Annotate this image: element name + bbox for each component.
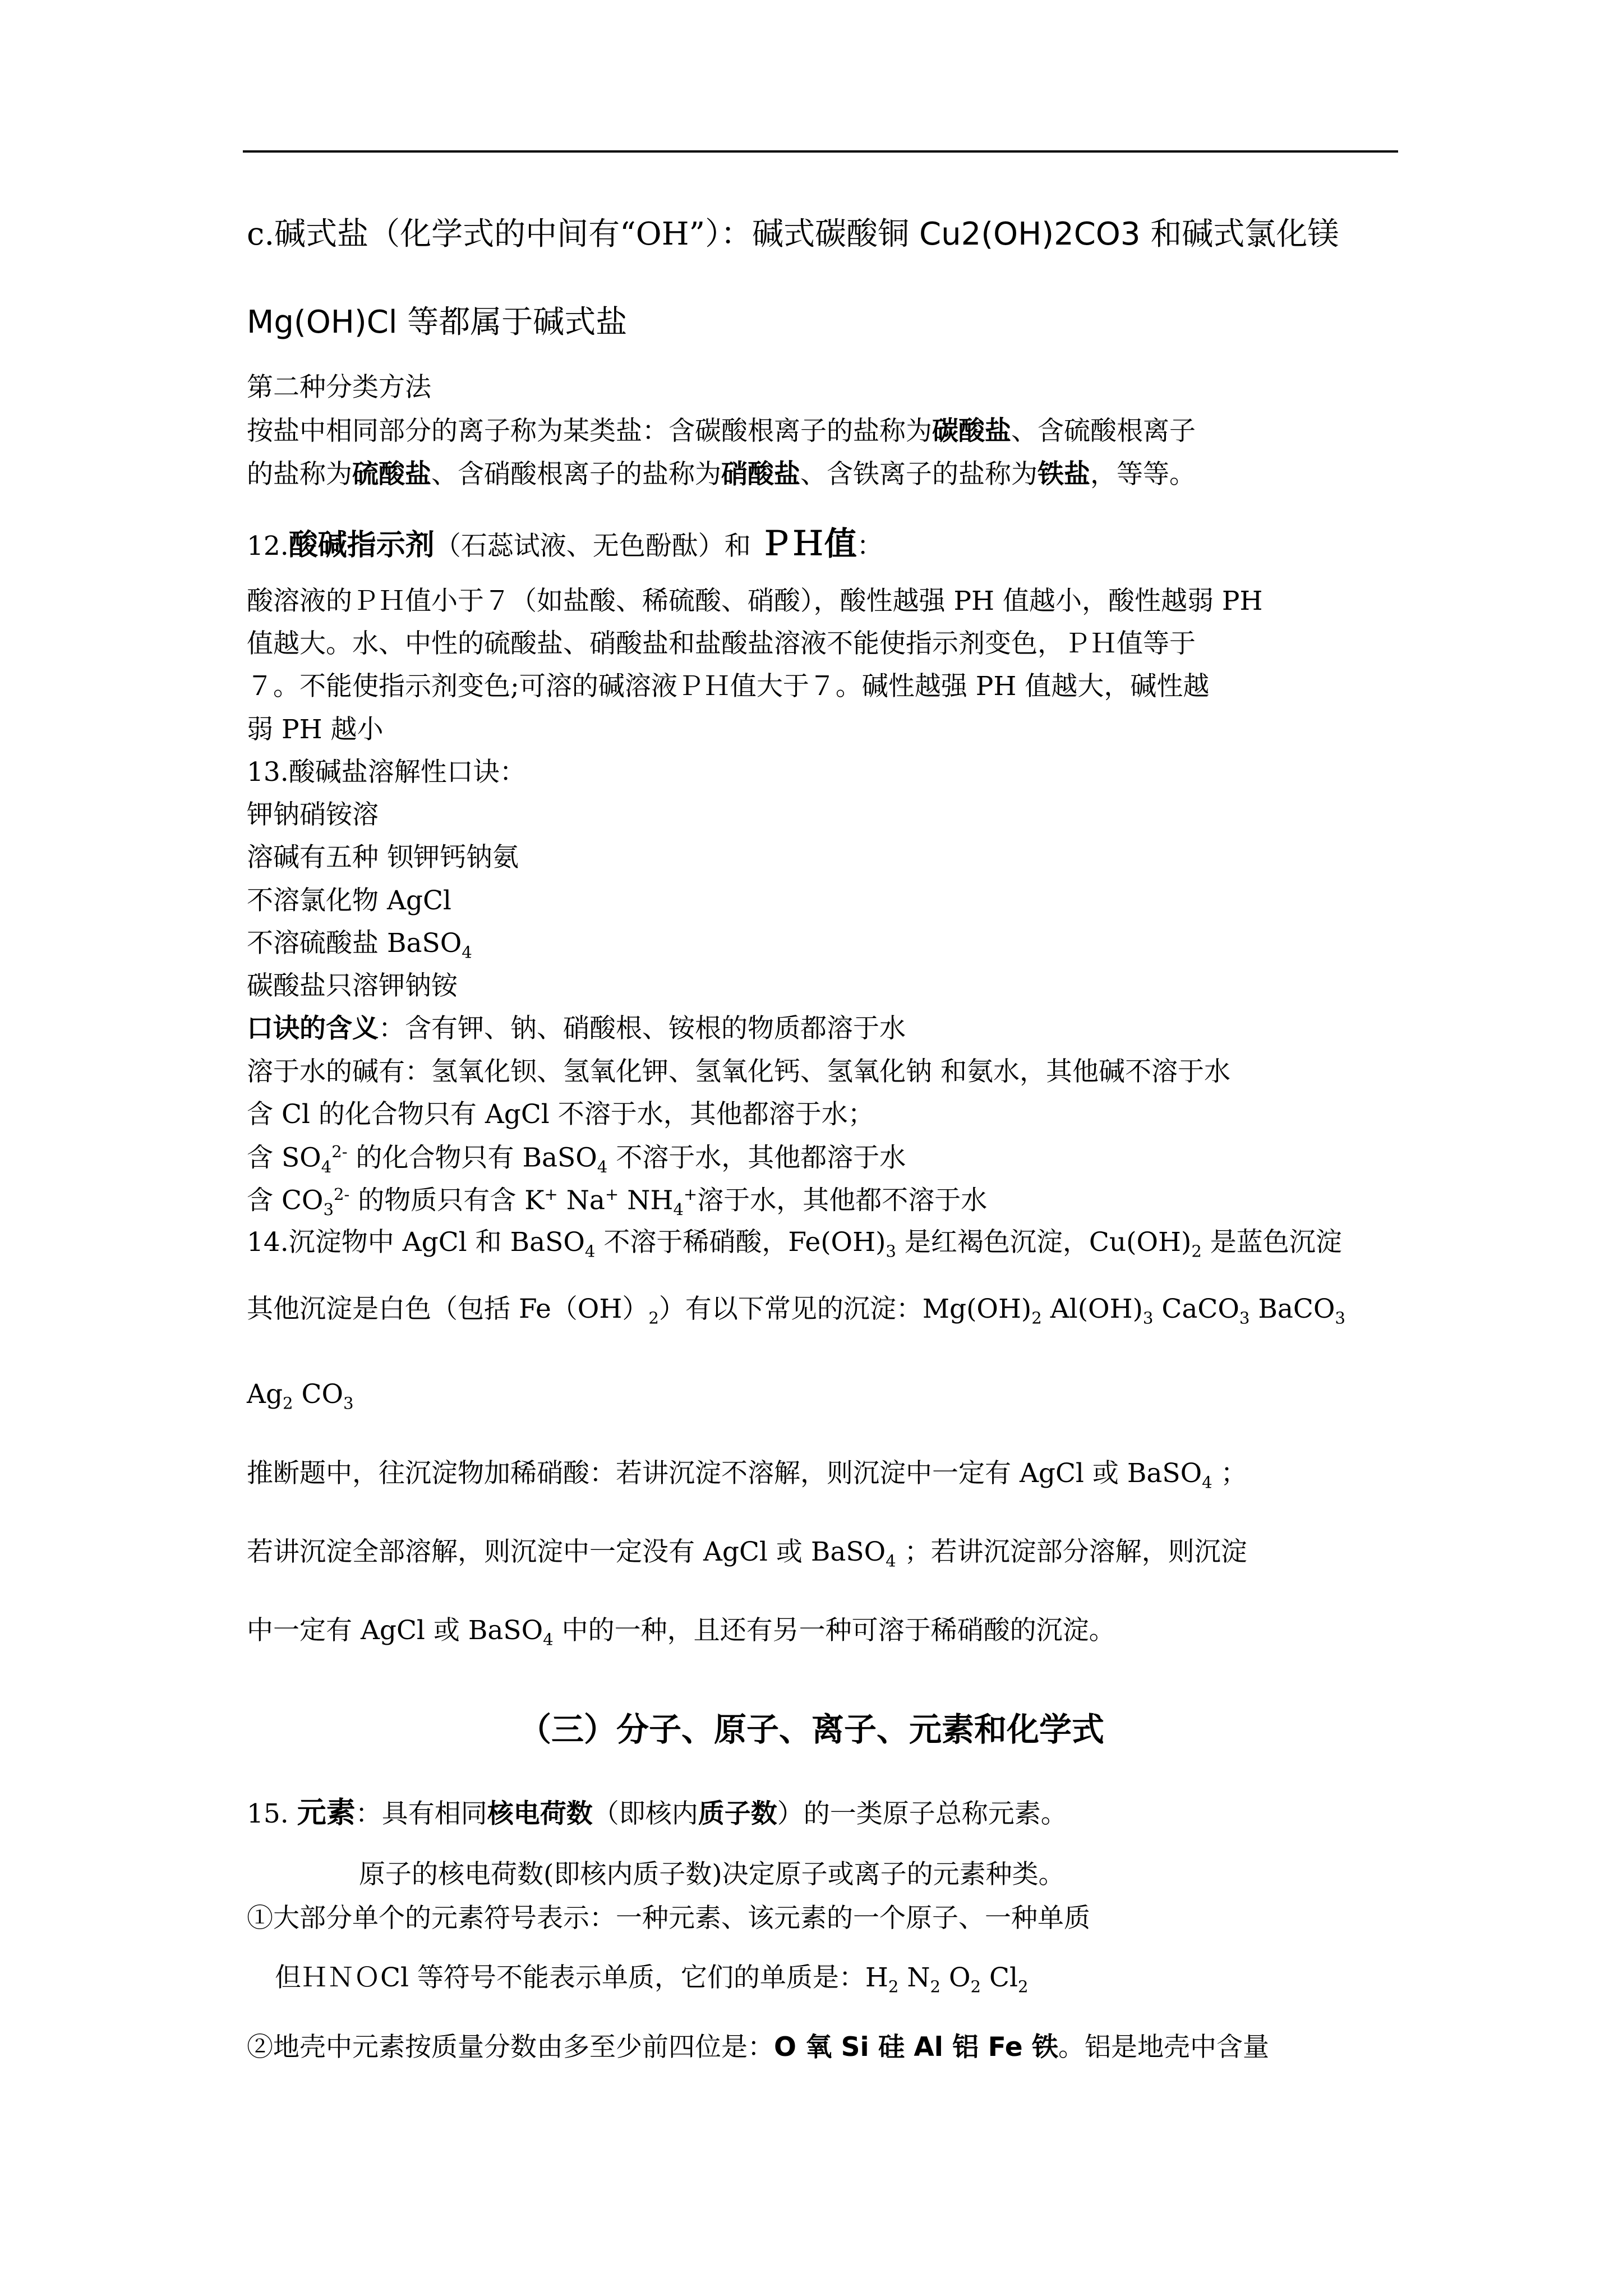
text-run: ②地壳中元素按质量分数由多至少前四位是：	[247, 2032, 774, 2063]
text-run: BaCO	[1249, 1294, 1335, 1324]
subscript: 2	[1191, 1241, 1202, 1261]
subscript: 4	[584, 1241, 596, 1261]
text-line: 溶于水的碱有：氢氧化钡、氢氧化钾、氢氧化钙、氢氧化钠 和氨水，其他碱不溶于水	[247, 1056, 1230, 1087]
text-run: 中一定有 AgCl 或 BaSO	[247, 1615, 543, 1646]
text-line	[247, 1617, 1115, 1648]
section-title	[247, 524, 883, 563]
text-line: ７。不能使指示剂变色;可溶的碱溶液ＰＨ值大于７。碱性越强 PH 值越大，碱性越	[247, 671, 1210, 702]
text-run: ；若讲沉淀部分溶解，则沉淀	[896, 1536, 1247, 1567]
text-line	[247, 1536, 1247, 1571]
subscript: 3	[343, 1393, 354, 1413]
text-line: 溶碱有五种 钡钾钙钠氨	[247, 842, 519, 873]
text-run: 含 CO	[247, 1185, 324, 1216]
text-line: 酸溶液的ＰＨ值小于７（如盐酸、稀硫酸、硝酸），酸性越强 PH 值越小，酸性越弱 PH	[247, 586, 1263, 616]
text-line: 原子的核电荷数(即核内质子数)决定原子或离子的元素种类。	[359, 1859, 1065, 1890]
text-run: 不溶硫酸盐 BaSO	[247, 928, 462, 959]
subscript: 4	[597, 1157, 608, 1177]
text-run: 但ＨＮＯCl 等符号不能表示单质，它们的单质是：H	[275, 1962, 888, 1993]
subscript: 3	[1239, 1308, 1250, 1328]
text-run: Cl	[981, 1962, 1018, 1993]
text-run: 、含铁离子的盐称为	[800, 459, 1038, 490]
text-run: 其他沉淀是白色（包括 Fe（OH）	[247, 1294, 649, 1324]
text-line	[247, 1144, 906, 1175]
subscript: 2	[970, 1977, 981, 1996]
subscript: 2	[1018, 1977, 1029, 1996]
text-line	[247, 416, 1196, 447]
text-run: 含 SO	[247, 1142, 321, 1174]
bold-term: O 氧 Si 硅 Al 铝 Fe 铁	[774, 2032, 1059, 2063]
text-run: 是红褐色沉淀，Cu(OH)	[896, 1227, 1192, 1258]
text-run: ，等等。	[1090, 459, 1196, 490]
text-line	[247, 216, 1339, 252]
bold-term: 核电荷数	[487, 1798, 593, 1829]
text-run: 若讲沉淀全部溶解，则沉淀中一定没有 AgCl 或 BaSO	[247, 1536, 886, 1567]
superscript: +	[605, 1185, 619, 1204]
text-run: 、含硫酸根离子	[1011, 416, 1196, 447]
text-run: 按盐中相同部分的离子称为某类盐：含碳酸根离子的盐称为	[247, 416, 932, 447]
text-line	[247, 2032, 1270, 2063]
text-run: ：含有钾、钠、硝酸根、铵根的物质都溶于水	[379, 1013, 906, 1044]
text-run: ；	[1212, 1458, 1247, 1489]
bold-term: 硫酸盐	[352, 459, 431, 490]
bold-term: 质子数	[698, 1798, 777, 1829]
text-line: 值越大。水、中性的硫酸盐、硝酸盐和盐酸盐溶液不能使指示剂变色，ＰＨ值等于	[247, 628, 1196, 659]
subscript: 3	[1142, 1308, 1154, 1328]
text-line	[247, 1460, 1247, 1491]
bold-term: 口诀的含义	[247, 1013, 379, 1044]
bold-term: 铁盐	[1038, 459, 1090, 490]
text-line	[247, 1798, 1067, 1828]
text-run: 和碱式氯化镁	[1140, 216, 1339, 252]
text-run: O	[940, 1962, 971, 1993]
formula: Cu2(OH)2CO3	[919, 216, 1141, 252]
superscript: 2-	[333, 1185, 350, 1204]
subscript: 3	[1335, 1308, 1345, 1328]
text-line	[247, 1229, 1342, 1260]
text-run: 等都属于碱式盐	[397, 304, 628, 341]
bold-term: 硝酸盐	[721, 459, 800, 490]
text-run: ：具有相同	[355, 1798, 487, 1829]
bold-term: 酸碱指示剂	[288, 528, 435, 562]
text-line	[275, 1964, 1029, 1995]
text-line: 含 Cl 的化合物只有 AgCl 不溶于水，其他都溶于水；	[247, 1099, 874, 1130]
text-run: 。铝是地壳中含量	[1058, 2032, 1270, 2063]
text-run: 不溶于水，其他都溶于水	[607, 1142, 906, 1174]
text-run: 的物质只有含 K	[349, 1185, 545, 1216]
formula: Mg(OH)Cl	[247, 304, 398, 341]
superscript: +	[544, 1185, 558, 1204]
text-line: 不溶氯化物 AgCl	[247, 885, 451, 916]
text-run: Al(OH)	[1041, 1294, 1143, 1324]
text-line	[247, 1186, 987, 1218]
text-line	[247, 1381, 354, 1412]
text-line: 13.酸碱盐溶解性口诀：	[247, 757, 526, 788]
subscript: 2	[930, 1977, 941, 1996]
subscript: 4	[543, 1630, 554, 1649]
subscript: 2	[1031, 1308, 1042, 1328]
text-run: 14.沉淀物中 AgCl 和 BaSO	[247, 1227, 585, 1258]
subscript: 3	[323, 1200, 334, 1220]
bold-term: 碳酸盐	[932, 416, 1011, 447]
superscript: 2-	[331, 1142, 348, 1161]
text-run: NH	[619, 1185, 674, 1216]
text-run: 的化合物只有 BaSO	[347, 1142, 597, 1174]
subscript: 4	[1202, 1473, 1212, 1492]
text-run: （石蕊试液、无色酚酞）和	[434, 531, 759, 562]
text-run: Ag	[247, 1379, 283, 1410]
subscript: 2	[648, 1308, 659, 1328]
text-line: 弱 PH 越小	[247, 714, 384, 745]
subscript: 4	[886, 1551, 896, 1571]
subscript: 4	[321, 1157, 332, 1177]
text-run: 溶于水，其他都不溶于水	[697, 1185, 988, 1216]
text-line	[247, 1296, 1345, 1327]
text-line	[247, 304, 628, 341]
subscript: 2	[888, 1977, 899, 1996]
text-run: Na	[557, 1185, 605, 1216]
section-heading: （三）分子、原子、离子、元素和化学式	[518, 1710, 1104, 1749]
text-run: ）有以下常见的沉淀：Mg(OH)	[658, 1294, 1032, 1324]
text-run: 是蓝色沉淀	[1201, 1227, 1342, 1258]
subscript: 3	[886, 1241, 896, 1261]
text-run: 推断题中，往沉淀物加稀硝酸：若讲沉淀不溶解，则沉淀中一定有 AgCl 或 BaSO	[247, 1458, 1202, 1489]
bold-term: 元素	[297, 1796, 356, 1830]
text-line: ①大部分单个的元素符号表示：一种元素、该元素的一个原子、一种单质	[247, 1903, 1090, 1934]
text-line	[247, 459, 1196, 490]
text-run: 不溶于稀硝酸，Fe(OH)	[595, 1227, 886, 1258]
subscript: 4	[673, 1200, 684, 1220]
text-run: c.碱式盐（化学式的中间有“OH”）：碱式碳酸铜	[247, 216, 919, 252]
text-run: CaCO	[1153, 1294, 1239, 1324]
text-line	[247, 930, 472, 961]
bold-term: ＰＨ值	[759, 524, 857, 563]
text-run: ）的一类原子总称元素。	[777, 1798, 1067, 1829]
superscript: +	[683, 1185, 698, 1204]
text-run: N	[898, 1962, 930, 1993]
text-line: 第二种分类方法	[247, 372, 431, 403]
text-line: 钾钠硝铵溶	[247, 799, 379, 830]
header-rule	[243, 150, 1398, 153]
text-run: CO	[293, 1379, 343, 1410]
text-run: 12.	[247, 531, 289, 562]
text-run: 、含硝酸根离子的盐称为	[431, 459, 721, 490]
text-run: （即核内	[592, 1798, 698, 1829]
subscript: 4	[462, 942, 472, 962]
text-run: ：	[856, 531, 883, 562]
text-line	[247, 1015, 906, 1042]
text-run: 15.	[247, 1798, 297, 1829]
text-line: 碳酸盐只溶钾钠铵	[247, 970, 458, 1001]
text-run: 中的一种，且还有另一种可溶于稀硝酸的沉淀。	[553, 1615, 1115, 1646]
text-run: 的盐称为	[247, 459, 352, 490]
subscript: 2	[283, 1393, 293, 1413]
